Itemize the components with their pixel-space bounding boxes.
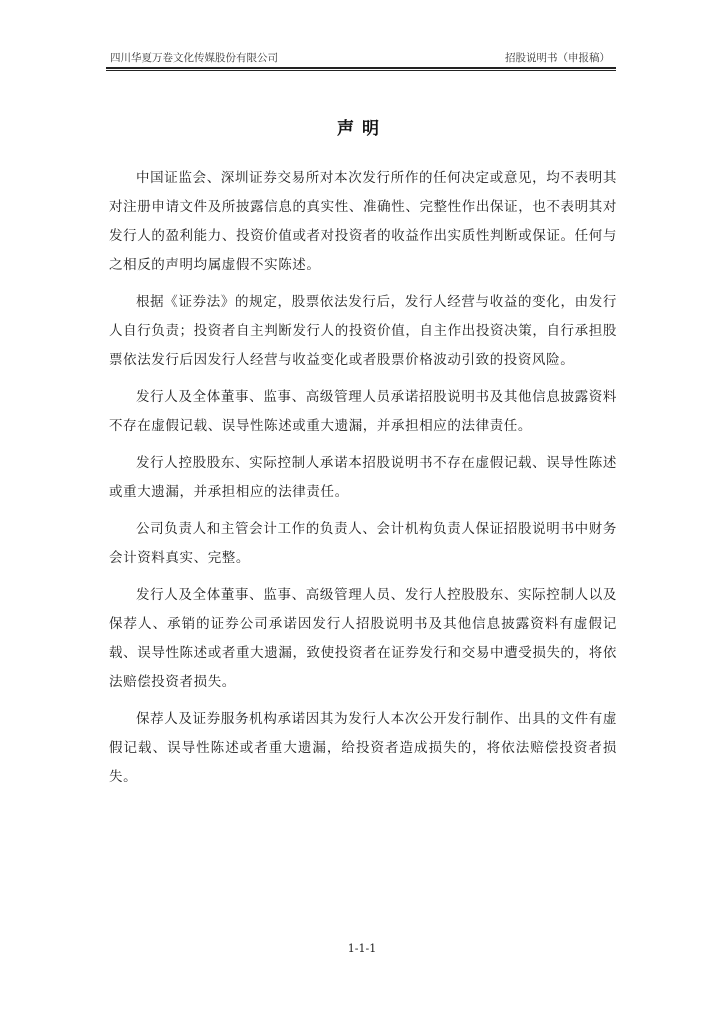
page-title: 声明 [337, 119, 387, 139]
header-company-name: 四川华夏万卷文化传媒股份有限公司 [110, 52, 278, 64]
header-document-title: 招股说明书（申报稿） [505, 52, 610, 64]
declaration-paragraph: 根据《证券法》的规定，股票依法发行后，发行人经营与收益的变化，由发行人自行负责；投资者自主判断发行人的投资价值，自主作出投资决策，自行承担股票依法发行后因发行人经营与收益变化或者股票价格波动引致的投资风险。 [109, 294, 617, 368]
declaration-paragraph: 公司负责人和主管会计工作的负责人、会计机构负责人保证招股说明书中财务会计资料真实、完整。 [109, 521, 617, 566]
declaration-paragraph: 中国证监会、深圳证券交易所对本次发行所作的任何决定或意见，均不表明其对注册申请文件及所披露信息的真实性、准确性、完整性作出保证，也不表明其对发行人的盈利能力、投资价值或者对投资者的收益作出实质性判断或保证。任何与之相反的声明均属虚假不实陈述。 [109, 170, 617, 273]
declaration-paragraph: 发行人及全体董事、监事、高级管理人员、发行人控股股东、实际控制人以及保荐人、承销的证券公司承诺因发行人招股说明书及其他信息披露资料有虚假记载、误导性陈述或者重大遗漏，致使投资者在证券发行和交易中遭受损失的，将依法赔偿投资者损失。 [109, 587, 617, 690]
header-rule-thick [106, 67, 616, 69]
page-number: 1-1-1 [347, 942, 377, 955]
header-rule-thin [106, 70, 616, 71]
declaration-paragraph: 发行人控股股东、实际控制人承诺本招股说明书不存在虚假记载、误导性陈述或重大遗漏，并承担相应的法律责任。 [109, 455, 617, 500]
declaration-paragraph: 发行人及全体董事、监事、高级管理人员承诺招股说明书及其他信息披露资料不存在虚假记载、误导性陈述或重大遗漏，并承担相应的法律责任。 [109, 389, 617, 434]
declaration-body [109, 164, 617, 800]
declaration-paragraph: 保荐人及证券服务机构承诺因其为发行人本次公开发行制作、出具的文件有虚假记载、误导性陈述或者重大遗漏，给投资者造成损失的，将依法赔偿投资者损失。 [109, 711, 617, 785]
page-header [106, 50, 616, 66]
